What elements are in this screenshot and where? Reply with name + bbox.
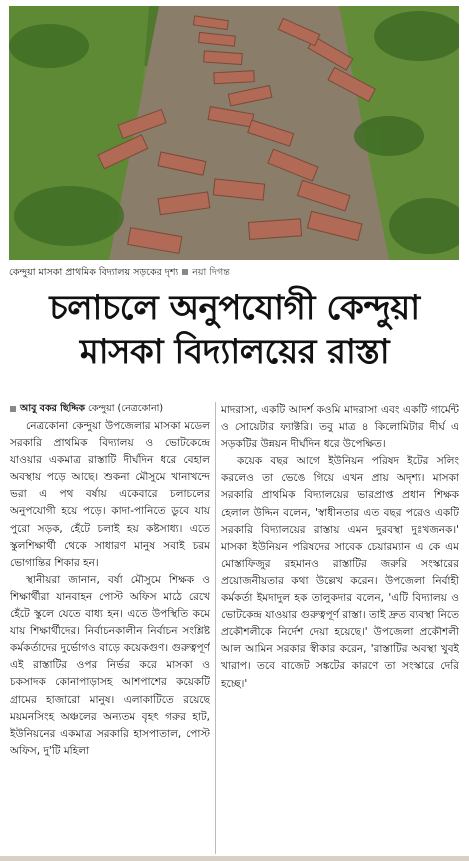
byline bbox=[10, 402, 210, 416]
article-paragraph: নেত্রকোনা কেন্দুয়া উপজেলার মাসকা মডেল সরকারি প্রাথমিক বিদ্যালয় ও ভোটকেন্দ্রে যাওয়ার একমাত্র রাস্তাটি দীর্ঘদিন ধরে বেহাল অবস্থায় পড়ে আছে। শুকনা মৌসুমে খানাখন্দে ভরা এ পথ বর্ষায় একেবারে চলাচলের অনুপযোগী হয়ে পড়ে। কাদা-পানিতে ডুবে যায় পুরো সড়ক, হেঁটে চলাই হয় কষ্টসাধ্য। এতে স্কুলশিক্ষার্থী থেকে সাধারণ মানুষ সবাই চরম ভোগান্তির শিকার হন। bbox=[10, 420, 210, 569]
caption-separator-icon bbox=[182, 269, 188, 275]
headline-line-1: চলাচলে অনুপযোগী কেন্দুয়া bbox=[49, 288, 420, 328]
bottom-edge bbox=[0, 856, 469, 861]
article-column-left bbox=[10, 418, 210, 854]
headline bbox=[6, 286, 463, 374]
headline-line-2: মাসকা বিদ্যালয়ের রাস্তা bbox=[79, 332, 390, 372]
column-divider bbox=[215, 402, 216, 854]
brick-road-photo bbox=[9, 6, 459, 260]
article-paragraph: স্থানীয়রা জানান, বর্ষা মৌসুমে শিক্ষক ও শিক্ষার্থীরা যানবাহন পোস্ট অফিস মাঠে রেখে হেঁটে স্কুলে যেতে বাধ্য হন। এতে উপস্থিতি কমে যায় শিক্ষার্থীদের। নির্বাচনকালীন নির্বাচন সংশ্লিষ্ট কর্মকর্তাদের দুর্ভোগও বাড়ে কয়েকগুণ। গুরুত্বপূর্ণ এই রাস্তাটির ওপর নির্ভর করে মাসকা ও চকসাদক কোনাপাড়াসহ আশপাশের কয়েকটি গ্রামের হাজারো মানুষ। এলাকাটিতে রয়েছে ময়মনসিংহ অঞ্চলের অন্যতম বৃহৎ গরুর হাট, ইউনিয়নের একমাত্র সরকারি হাসপাতাল, পোস্ট অফিস, দু'টি মহিলা bbox=[10, 573, 210, 757]
byline-bullet-icon bbox=[10, 406, 16, 412]
byline-location: কেন্দুয়া (নেত্রকোনা) bbox=[88, 403, 164, 414]
news-photo bbox=[9, 6, 459, 260]
article-column-right bbox=[221, 402, 459, 854]
article-paragraph: কয়েক বছর আগে ইউনিয়ন পরিষদ ইটের সলিং করলেও তা ভেঙে গিয়ে এখন প্রায় অদৃশ্য। মাসকা সরকারি প্রাথমিক বিদ্যালয়ের ভারপ্রাপ্ত প্রধান শিক্ষক হেলাল উদ্দিন বলেন, 'স্বাধীনতার এত বছর পরেও একটি সরকারি বিদ্যালয়ের রাস্তায় এমন দুরবস্থা দুঃখজনক।' মাসকা ইউনিয়ন পরিষদের সাবেক চেয়ারম্যান এ কে এম মোস্তাফিজুর রহমানও রাস্তাটির জরুরি সংস্কারের প্রয়োজনীয়তার কথা উল্লেখ করেন। উপজেলা নির্বাহী কর্মকর্তা ইমদাদুল হক তালুকদার বলেন, 'এটি বিদ্যালয় ও ভোটকেন্দ্র যাওয়ার গুরুত্বপূর্ণ রাস্তা। তাই দ্রুত ব্যবস্থা নিতে প্রকৌশলীকে নির্দেশ দেয়া হয়েছে।' উপজেলা প্রকৌশলী আল আমিন সরকার স্বীকার করেন, 'রাস্তাটির অবস্থা খুবই খারাপ। তবে বাজেট সঙ্কটের কারণে তা সংস্কারে দেরি হচ্ছে।' bbox=[221, 455, 459, 690]
byline-author: আবু বকর ছিদ্দিক bbox=[20, 403, 86, 414]
article-paragraph: মাদরাসা, একটি আদর্শ কওমি মাদরাসা এবং একটি গার্মেন্ট ও সোয়েটার ফ্যাক্টরি। তবু মাত্র ৪ কিলোমিটার দীর্ঘ এ সড়কটির উন্নয়ন দীর্ঘদিন ধরে উপেক্ষিত। bbox=[221, 404, 459, 451]
photo-credit: নয়া দিগন্ত bbox=[192, 267, 230, 278]
photo-caption-text: কেন্দুয়া মাসকা প্রাথমিক বিদ্যালয় সড়কের দৃশ্য bbox=[9, 267, 179, 278]
photo-caption bbox=[9, 264, 459, 282]
